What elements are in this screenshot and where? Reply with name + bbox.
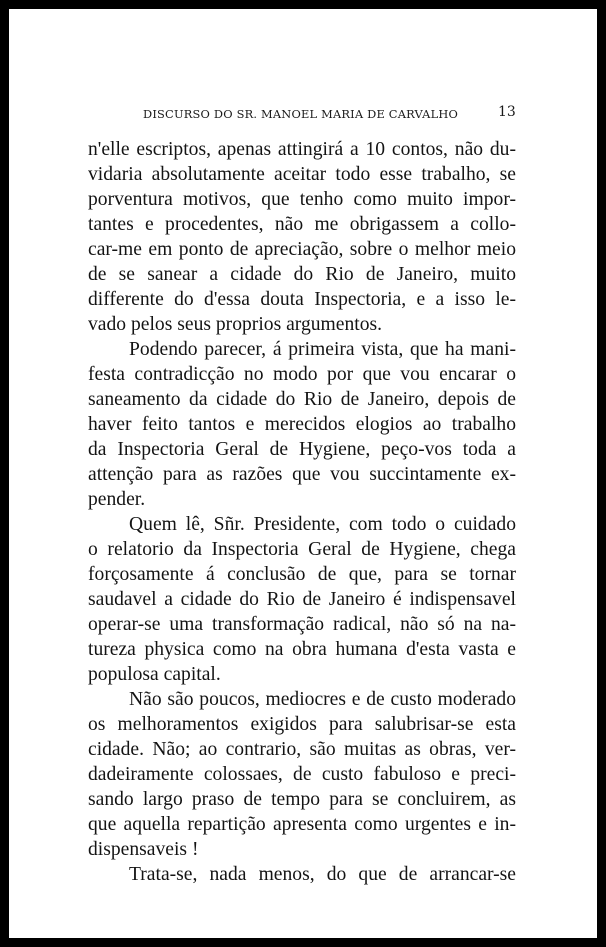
text-line: n'elle escriptos, apenas attingirá a 10 contos, não du-: [88, 139, 516, 160]
text-line: tureza physica como na obra humana d'esta vasta e: [88, 639, 516, 660]
text-line: attenção para as razões que vou succintamente ex-: [88, 464, 516, 485]
text-line: operar-se uma transformação radical, não só na na-: [88, 614, 516, 635]
running-head: DISCURSO DO SR. MANOEL MARIA DE CARVALHO: [143, 107, 459, 121]
text-line: os melhoramentos exigidos para salubrisar-se esta: [88, 714, 516, 735]
text-line: forçosamente á conclusão de que, para se tornar: [88, 564, 516, 585]
text-line: de se sanear a cidade do Rio de Janeiro, muito: [88, 264, 516, 285]
text-line: que aquella repartição apresenta como urgentes e in-: [88, 814, 516, 835]
text-line: tantes e procedentes, não me obrigassem a collo-: [88, 214, 516, 235]
paragraph-first-line: Não são poucos, mediocres e de custo moderado: [129, 689, 516, 710]
text-line: dispensaveis !: [88, 839, 199, 860]
text-line: vado pelos seus proprios argumentos.: [88, 314, 383, 335]
text-line: vidaria absolutamente aceitar todo esse trabalho, se: [88, 164, 516, 185]
text-line: sando largo praso de tempo para se concluirem, as: [88, 789, 516, 810]
text-line: haver feito tantos e merecidos elogios ao trabalho: [88, 414, 516, 435]
text-line: o relatorio da Inspectoria Geral de Hygiene, chega: [88, 539, 516, 560]
text-line: dadeiramente colossaes, de custo fabuloso e preci-: [88, 764, 516, 785]
text-line: cidade. Não; ao contrario, são muitas as obras, ver-: [88, 739, 516, 760]
paragraph-first-line: Podendo parecer, á primeira vista, que ha mani-: [129, 339, 516, 360]
paragraph-first-line: Trata-se, nada menos, do que de arrancar-se: [129, 864, 516, 885]
text-line: car-me em ponto de apreciação, sobre o melhor meio: [88, 239, 516, 260]
text-line: porventura motivos, que tenho como muito impor-: [88, 189, 516, 210]
text-line: populosa capital.: [88, 664, 221, 685]
paragraph-first-line: Quem lê, Sñr. Presidente, com todo o cuidado: [129, 514, 516, 535]
text-line: festa contradicção no modo por que vou encarar o: [88, 364, 516, 385]
text-line: da Inspectoria Geral de Hygiene, peço-vos toda a: [88, 439, 516, 460]
text-line: saneamento da cidade do Rio de Janeiro, depois de: [88, 389, 516, 410]
book-page: [9, 9, 597, 938]
page-number: 13: [498, 104, 516, 120]
text-line: differente do d'essa douta Inspectoria, e a isso le-: [88, 289, 516, 310]
text-line: pender.: [88, 489, 146, 510]
text-line: saudavel a cidade do Rio de Janeiro é indispensavel: [88, 589, 516, 610]
